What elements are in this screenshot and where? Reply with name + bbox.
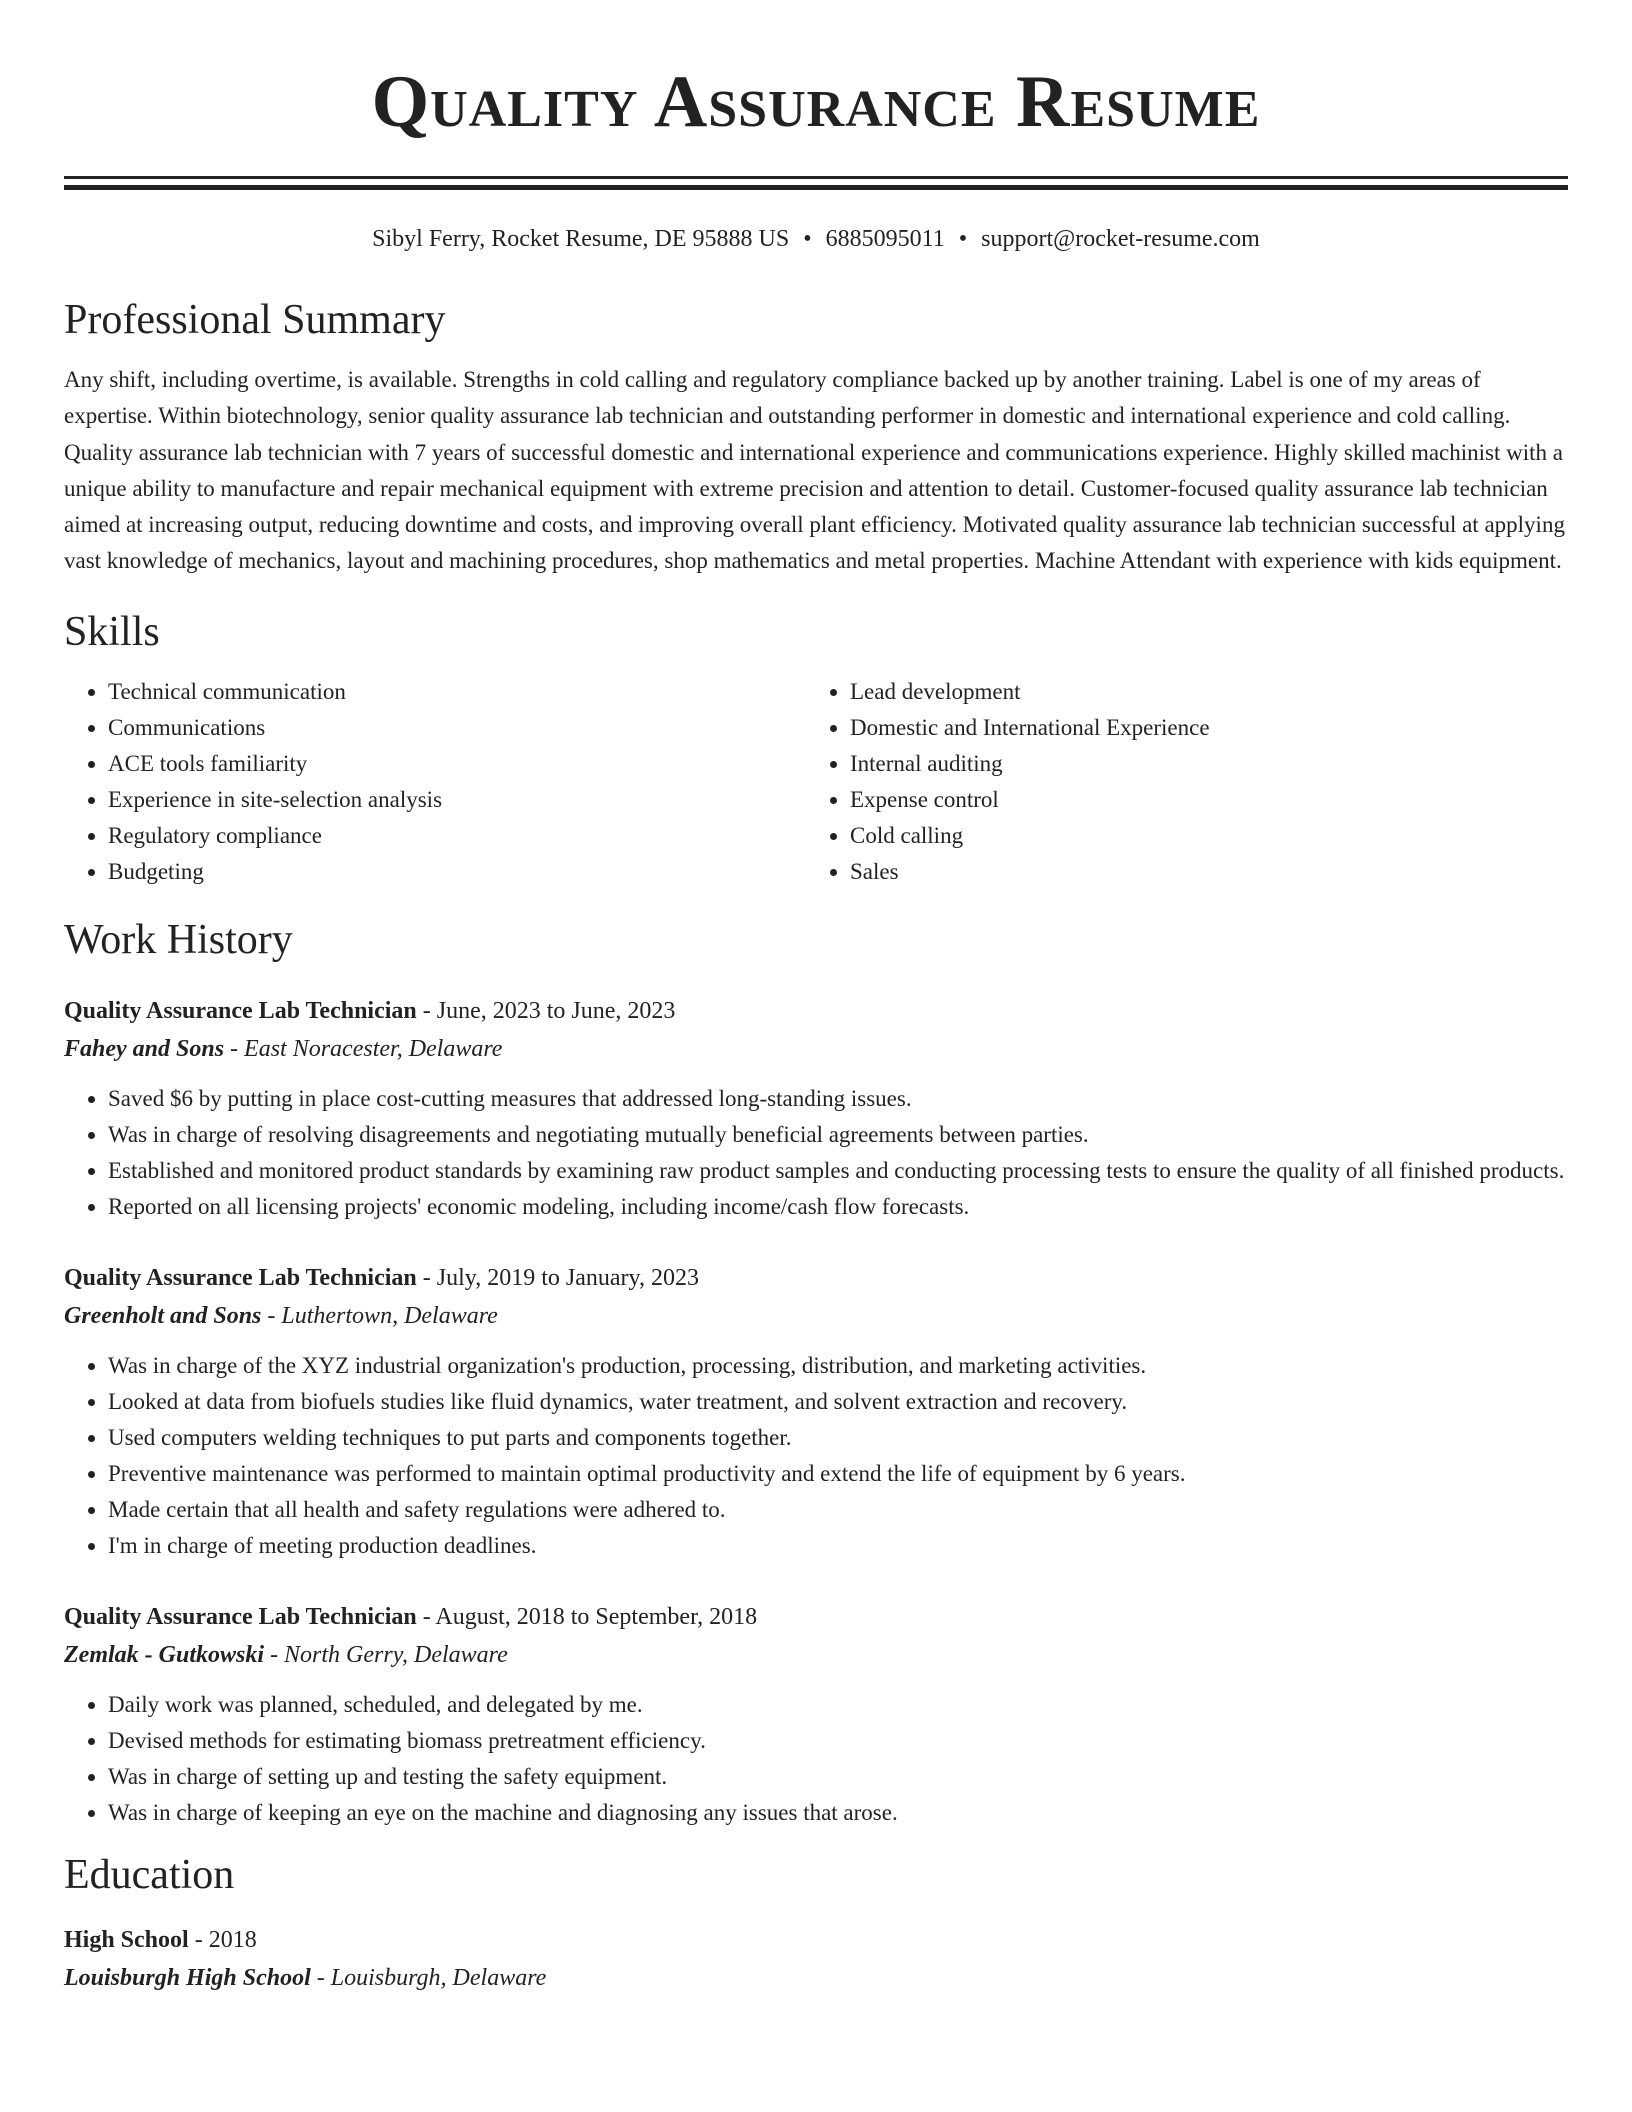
contact-address: Sibyl Ferry, Rocket Resume, DE 95888 US: [372, 226, 790, 252]
summary-heading: Professional Summary: [64, 297, 446, 343]
job-bullet: • Was in charge of resolving disagreements and negotiating mutually beneficial agreements between parties.: [108, 1117, 1568, 1153]
job-title: Quality Assurance Lab Technician: [64, 1603, 417, 1630]
job-bullet: • Saved $6 by putting in place cost-cutting measures that addressed long-standing issues.: [108, 1081, 1568, 1117]
job-company-line: [64, 1636, 1568, 1674]
skills-heading: Skills: [64, 608, 160, 655]
job-title-line: [64, 1259, 1568, 1297]
education-school: Louisburgh High School: [64, 1964, 311, 1991]
job-company-line: [64, 1030, 1568, 1068]
skill-item: • Sales: [850, 854, 1548, 890]
job-title-line: [64, 992, 1568, 1030]
title-divider-bottom: [64, 185, 1568, 190]
job-company-line: [64, 1297, 1568, 1335]
work-history-heading: Work History: [64, 916, 293, 963]
job-title: Quality Assurance Lab Technician: [64, 997, 417, 1024]
skill-item: • Cold calling: [850, 818, 1548, 854]
job-bullet: • Was in charge of setting up and testing the safety equipment.: [108, 1759, 1568, 1795]
job-company: Fahey and Sons: [64, 1035, 225, 1062]
education-location: - Louisburgh, Delaware: [310, 1964, 547, 1991]
summary-text: Any shift, including overtime, is available. Strengths in cold calling and regulatory compliance backed up by another training. Label is one of my areas of expertise. Within biotechnology, senior quality assurance lab technician and outstanding performer in domestic and international experience and cold calling. Quality assurance lab technician with 7 years of successful domestic and international experience and communications experience. Highly skilled machinist with a unique ability to manufacture and repair mechanical equipment with extreme precision and attention to detail. Customer-focused quality assurance lab technician aimed at increasing output, reducing downtime and costs, and improving overall plant efficiency. Motivated quality assurance lab technician successful at applying vast knowledge of mechanics, layout and machining procedures, shop mathematics and metal properties. Machine Attendant with experience with kids equipment.: [64, 367, 1565, 574]
job-bullet: • Used computers welding techniques to put parts and components together.: [108, 1420, 1568, 1456]
job-location: - North Gerry, Delaware: [264, 1641, 508, 1668]
job-bullets: [64, 1687, 1568, 1831]
job-dates: - June, 2023 to June, 2023: [416, 997, 676, 1024]
job-dates: - August, 2018 to September, 2018: [416, 1603, 758, 1630]
education-heading: Education: [64, 1851, 235, 1898]
job-entry: [64, 992, 1568, 1225]
title-divider-top: [64, 176, 1568, 179]
skill-item: • Communications: [108, 710, 806, 746]
skill-item: • Lead development: [850, 674, 1548, 710]
education-degree: High School: [64, 1926, 189, 1953]
skills-left-list: [64, 674, 806, 890]
job-bullet: • Daily work was planned, scheduled, and delegated by me.: [108, 1687, 1568, 1723]
job-company: Greenholt and Sons: [64, 1302, 262, 1329]
job-bullet: • Looked at data from biofuels studies like fluid dynamics, water treatment, and solvent extraction and recovery.: [108, 1384, 1568, 1420]
job-company: Zemlak - Gutkowski: [64, 1641, 265, 1668]
skill-item: • Domestic and International Experience: [850, 710, 1548, 746]
skill-item: • ACE tools familiarity: [108, 746, 806, 782]
skill-item: • Experience in site-selection analysis: [108, 782, 806, 818]
job-bullets: [64, 1081, 1568, 1225]
skill-item: • Technical communication: [108, 674, 806, 710]
contact-phone: 6885095011: [825, 226, 945, 252]
resume-title: Quality Assurance Resume: [371, 61, 1261, 143]
job-entry: [64, 1259, 1568, 1564]
skill-item: • Regulatory compliance: [108, 818, 806, 854]
job-bullet: • Was in charge of keeping an eye on the machine and diagnosing any issues that arose.: [108, 1795, 1568, 1831]
job-bullet: • Established and monitored product standards by examining raw product samples and conducting processing tests to ensure the quality of all finished products.: [108, 1153, 1568, 1189]
education-year: - 2018: [188, 1926, 257, 1953]
skill-item: • Budgeting: [108, 854, 806, 890]
job-dates: - July, 2019 to January, 2023: [416, 1264, 699, 1291]
job-location: - East Noracester, Delaware: [224, 1035, 503, 1062]
job-title-line: [64, 1598, 1568, 1636]
job-bullet: • Made certain that all health and safety regulations were adhered to.: [108, 1492, 1568, 1528]
job-title: Quality Assurance Lab Technician: [64, 1264, 417, 1291]
job-bullet: • I'm in charge of meeting production deadlines.: [108, 1528, 1568, 1564]
job-bullet: • Devised methods for estimating biomass pretreatment efficiency.: [108, 1723, 1568, 1759]
skill-item: • Internal auditing: [850, 746, 1548, 782]
job-entry: [64, 1598, 1568, 1831]
job-location: - Luthertown, Delaware: [261, 1302, 498, 1329]
job-bullet: • Reported on all licensing projects' economic modeling, including income/cash flow forecasts.: [108, 1189, 1568, 1225]
job-bullet: • Was in charge of the XYZ industrial organization's production, processing, distribution, and marketing activities.: [108, 1348, 1568, 1384]
education-entry: [64, 1921, 1568, 1997]
skill-item: • Expense control: [850, 782, 1548, 818]
education-school-line: [64, 1959, 1568, 1997]
contact-separator: •: [803, 226, 812, 252]
job-bullet: • Preventive maintenance was performed to maintain optimal productivity and extend the life of equipment by 6 years.: [108, 1456, 1568, 1492]
job-bullets: [64, 1348, 1568, 1564]
contact-line: [64, 224, 1568, 254]
skills-right-list: [806, 674, 1548, 890]
contact-email[interactable]: support@rocket-resume.com: [981, 226, 1260, 252]
skills-columns: [64, 674, 1568, 890]
education-degree-line: [64, 1921, 1568, 1959]
contact-separator: •: [958, 226, 968, 252]
